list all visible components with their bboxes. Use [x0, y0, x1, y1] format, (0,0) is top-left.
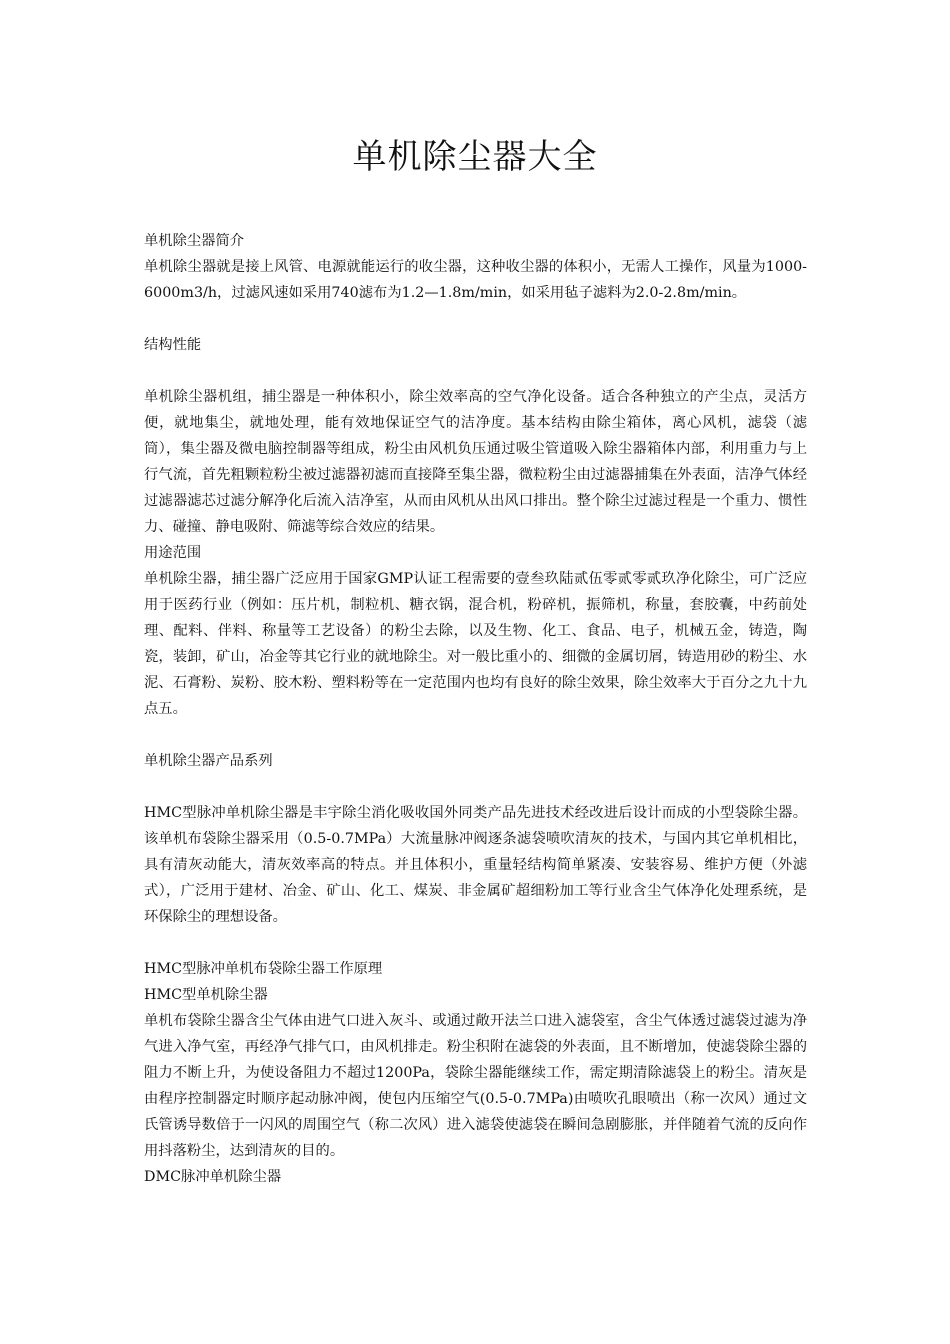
intro-paragraph: 单机除尘器就是接上风管、电源就能运行的收尘器，这种收尘器的体积小，无需人工操作，风量为1000-6000m3/h，过滤风速如采用740滤布为1.2—1.8m/min，如采用毡子滤料为2.0-2.8m/min。 — [144, 259, 807, 301]
series-heading: 单机除尘器产品系列 — [144, 753, 273, 769]
document-body — [144, 228, 807, 1190]
intro-heading: 单机除尘器简介 — [144, 233, 245, 249]
usage-paragraph: 单机除尘器，捕尘器广泛应用于国家GMP认证工程需要的壹叁玖陆贰伍零贰零贰玖净化除尘，可广泛应用于医药行业（例如：压片机，制粒机、糖衣锅，混合机，粉碎机，振筛机，称量，套胶囊，中药前处理、配料、伴料、称量等工艺设备）的粉尘去除，以及生物、化工、食品、电子，机械五金，铸造，陶瓷，装卸，矿山，冶金等其它行业的就地除尘。对一般比重小的、细微的金属切屑，铸造用砂的粉尘、水泥、石膏粉、炭粉、胶木粉、塑料粉等在一定范围内也均有良好的除尘效果，除尘效率大于百分之九十九点五。 — [144, 571, 807, 717]
document-title: 单机除尘器大全 — [352, 137, 598, 177]
structure-paragraph: 单机除尘器机组，捕尘器是一种体积小，除尘效率高的空气净化设备。适合各种独立的产尘点，灵活方便，就地集尘，就地处理，能有效地保证空气的洁净度。基本结构由除尘箱体，离心风机，滤袋（滤筒），集尘器及微电脑控制器等组成，粉尘由风机负压通过吸尘管道吸入除尘器箱体内部，利用重力与上行气流，首先粗颗粒粉尘被过滤器初滤而直接降至集尘器，微粒粉尘由过滤器捕集在外表面，洁净气体经过滤器滤芯过滤分解净化后流入洁净室，从而由风机从出风口排出。整个除尘过滤过程是一个重力、惯性力、碰撞、静电吸附、筛滤等综合效应的结果。 — [144, 389, 807, 535]
hmc-heading: HMC型单机除尘器 — [144, 987, 268, 1003]
structure-heading: 结构性能 — [144, 337, 202, 353]
paragraph-gap — [144, 722, 807, 748]
series-paragraph: HMC型脉冲单机除尘器是丰宇除尘消化吸收国外同类产品先进技术经改进后设计而成的小型袋除尘器。该单机布袋除尘器采用（0.5-0.7MPa）大流量脉冲阀逐条滤袋喷吹清灰的技术，与国内其它单机相比，具有清灰动能大，清灰效率高的特点。并且体积小，重量轻结构简单紧凑、安装容易、维护方便（外滤式），广泛用于建材、冶金、矿山、化工、煤炭、非金属矿超细粉加工等行业含尘气体净化处理系统，是环保除尘的理想设备。 — [144, 805, 807, 925]
paragraph-gap — [144, 306, 807, 332]
paragraph-gap — [144, 930, 807, 956]
paragraph-gap — [144, 358, 807, 384]
hmc-paragraph: 单机布袋除尘器含尘气体由进气口进入灰斗、或通过敞开法兰口进入滤袋室，含尘气体透过滤袋过滤为净气进入净气室，再经净气排气口，由风机排走。粉尘积附在滤袋的外表面，且不断增加，使滤袋除尘器的阻力不断上升，为使设备阻力不超过1200Pa，袋除尘器能继续工作，需定期清除滤袋上的粉尘。清灰是由程序控制器定时顺序起动脉冲阀，使包内压缩空气(0.5-0.7MPa)由喷吹孔眼喷出（称一次风）通过文氏管诱导数倍于一闪风的周围空气（称二次风）进入滤袋使滤袋在瞬间急剧膨胀，并伴随着气流的反向作用抖落粉尘，达到清灰的目的。 — [144, 1013, 807, 1159]
paragraph-gap — [144, 774, 807, 800]
principle-heading: HMC型脉冲单机布袋除尘器工作原理 — [144, 961, 383, 977]
dmc-heading: DMC脉冲单机除尘器 — [144, 1169, 282, 1185]
usage-heading: 用途范围 — [144, 545, 202, 561]
